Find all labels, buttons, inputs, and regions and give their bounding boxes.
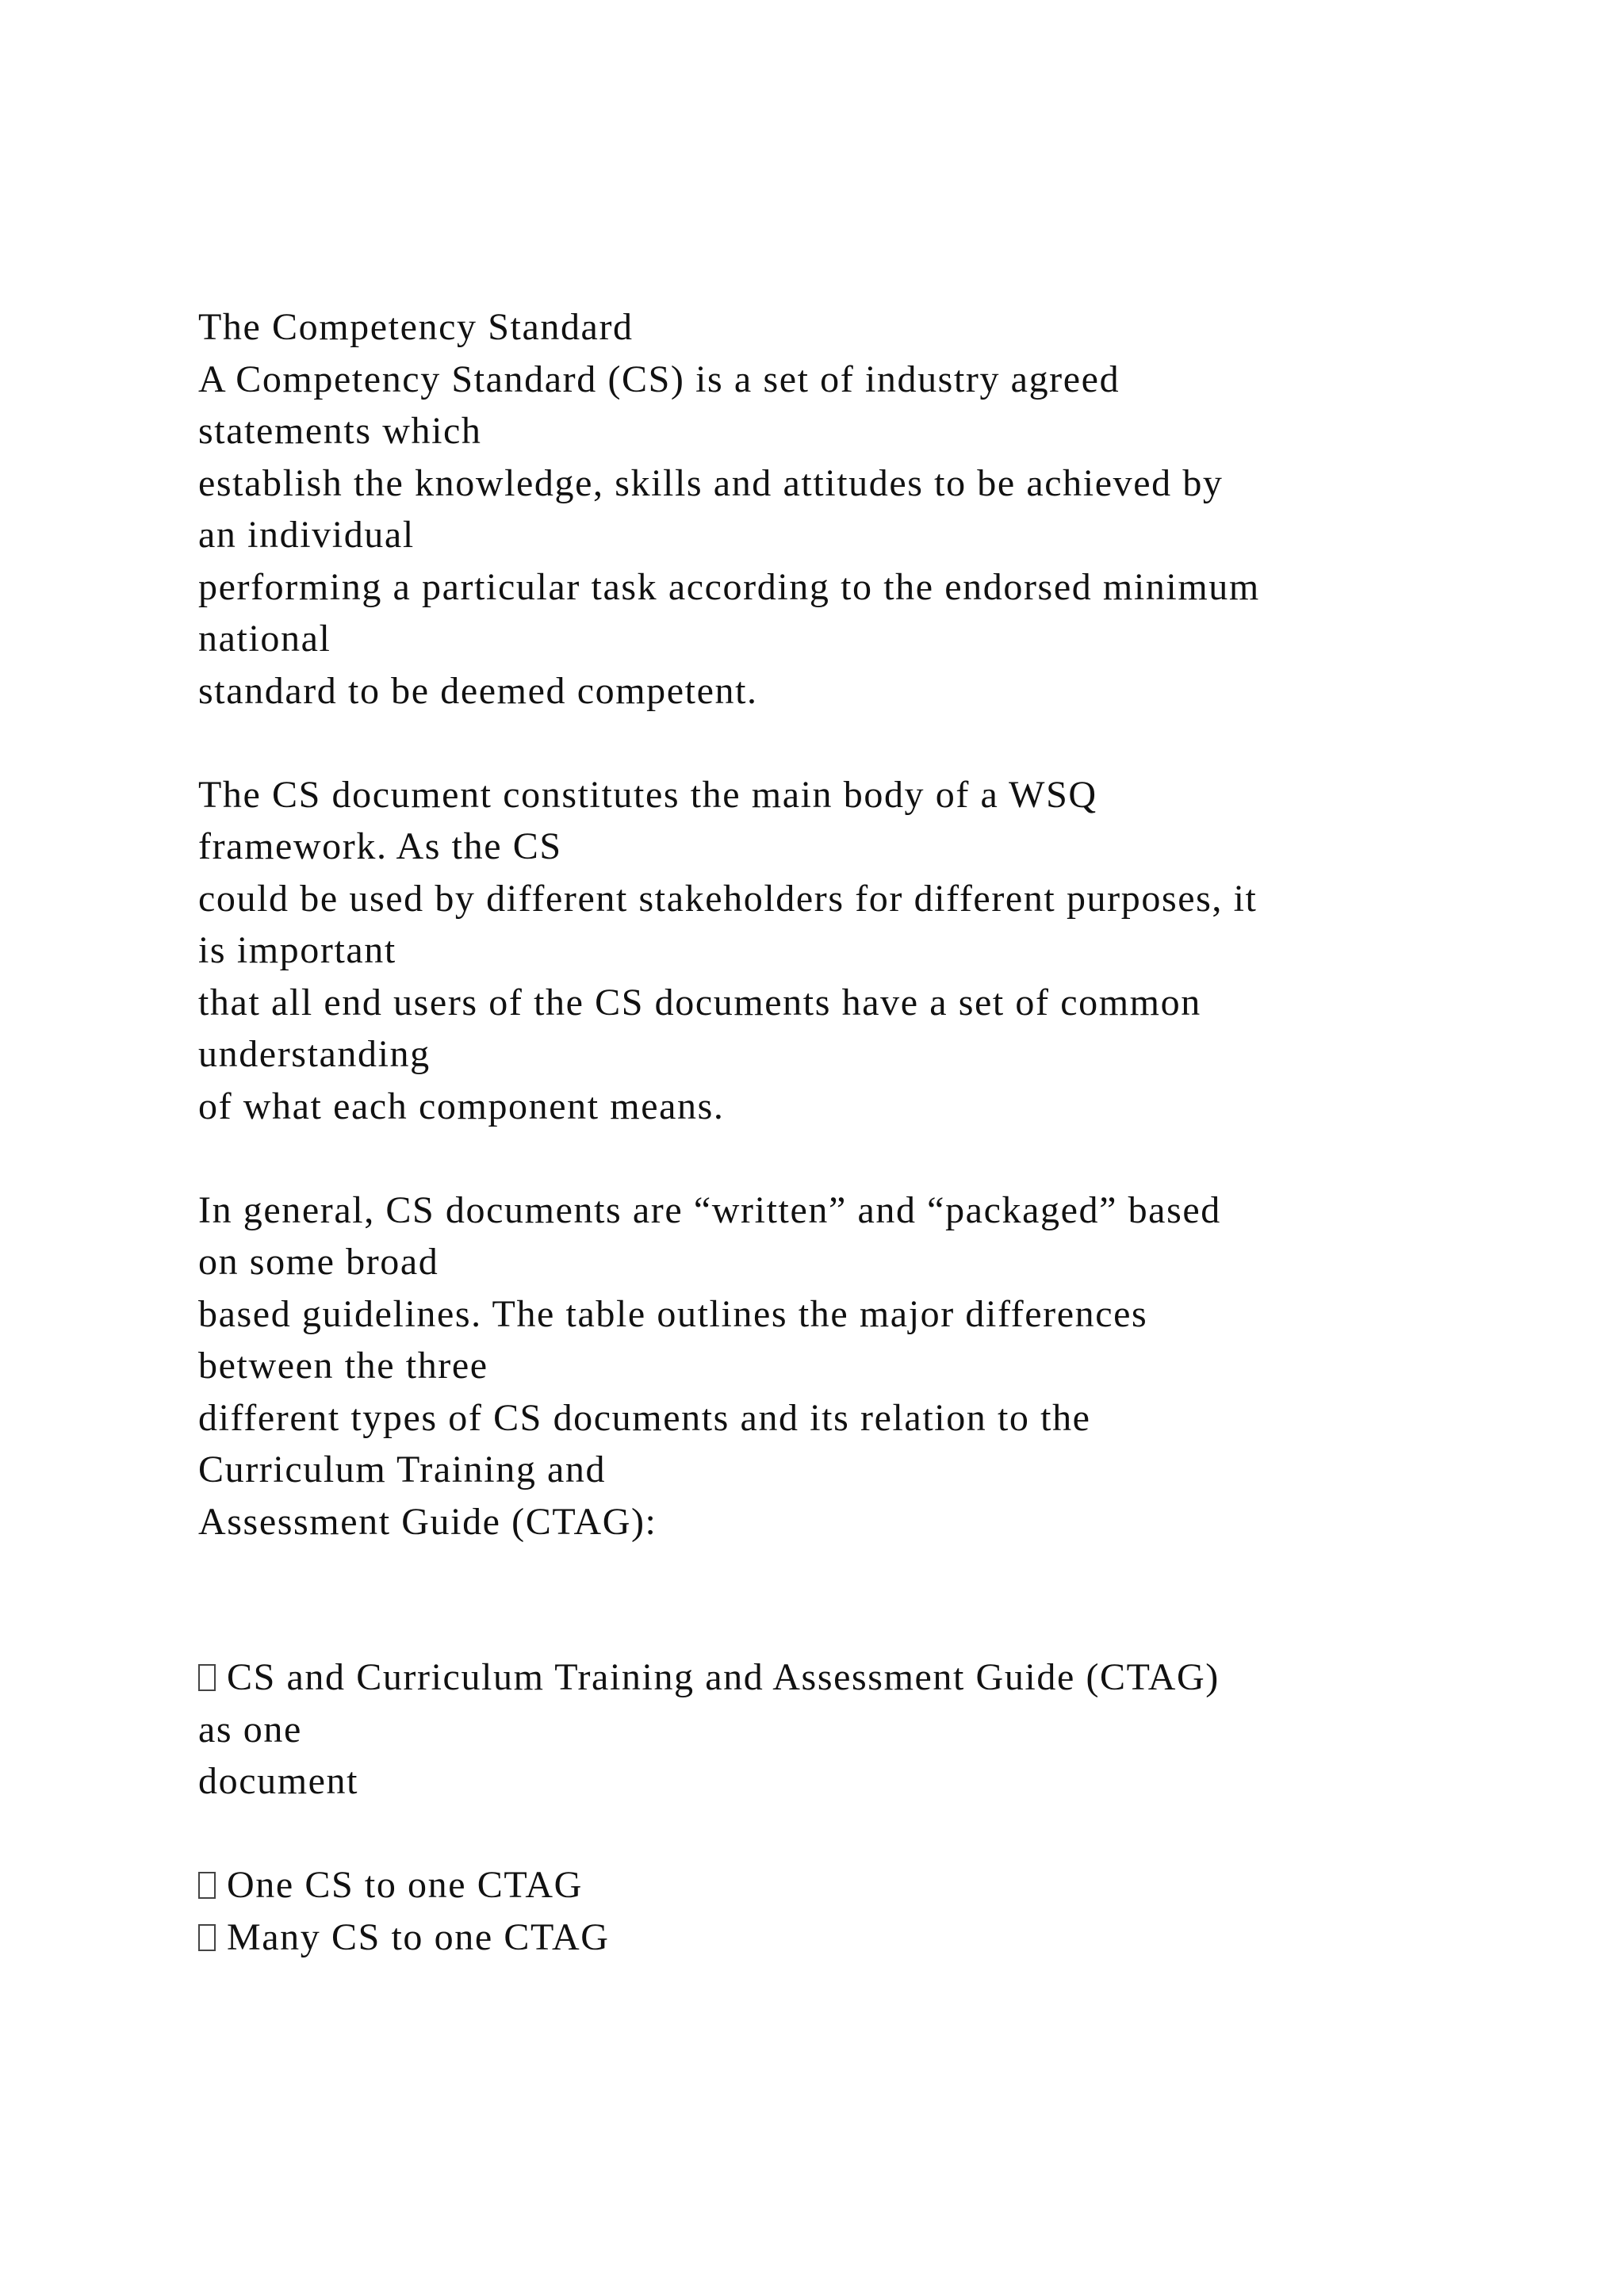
text-line: of what each component means. <box>198 1085 725 1127</box>
text-line: could be used by different stakeholders for different purposes, it <box>198 877 1258 920</box>
text-line: based guidelines. The table outlines the major differences <box>198 1292 1148 1335</box>
bullet-text: CS and Curriculum Training and Assessment Guide (CTAG) <box>227 1656 1220 1698</box>
bullet-item-many-cs-one-ctag <box>198 1911 1546 1964</box>
text-line: between the three <box>198 1345 488 1387</box>
paragraph-spacer <box>198 1132 1546 1184</box>
bullet-text: One CS to one CTAG <box>227 1864 583 1906</box>
text-line: as one <box>198 1708 302 1751</box>
text-line: that all end users of the CS documents have a set of common <box>198 981 1201 1024</box>
missing-glyph-box-icon <box>198 1664 216 1691</box>
paragraph-competency-definition <box>198 354 1546 718</box>
bullet-item-one-cs-one-ctag <box>198 1859 1546 1911</box>
document-title: The Competency Standard <box>198 306 634 348</box>
text-line: framework. As the CS <box>198 825 562 867</box>
text-line: an individual <box>198 514 415 556</box>
text-line: standard to be deemed competent. <box>198 669 758 712</box>
paragraph-cs-guidelines <box>198 1184 1546 1548</box>
text-line: In general, CS documents are “written” and “packaged” based <box>198 1188 1221 1231</box>
text-line: A Competency Standard (CS) is a set of industry agreed <box>198 358 1120 400</box>
text-line: establish the knowledge, skills and attitudes to be achieved by <box>198 461 1224 504</box>
missing-glyph-box-icon <box>198 1872 216 1899</box>
text-line: on some broad <box>198 1241 439 1283</box>
bullet-line <box>198 1911 1546 1964</box>
paragraph-spacer <box>198 1808 1546 1860</box>
text-line: understanding <box>198 1033 431 1075</box>
text-line: Curriculum Training and <box>198 1448 607 1490</box>
text-line: document <box>198 1760 359 1802</box>
text-line: different types of CS documents and its relation to the <box>198 1396 1091 1439</box>
bullet-line <box>198 1859 1546 1911</box>
document-body <box>198 301 1546 1963</box>
text-line: Assessment Guide (CTAG): <box>198 1500 657 1543</box>
paragraph-spacer <box>198 717 1546 769</box>
text-line: is important <box>198 929 396 971</box>
paragraph-spacer <box>198 1548 1546 1600</box>
paragraph-cs-document <box>198 769 1546 1133</box>
bullet-text: Many CS to one CTAG <box>227 1915 610 1958</box>
text-line: The CS document constitutes the main body of a WSQ <box>198 773 1097 816</box>
paragraph-spacer <box>198 1600 1546 1652</box>
bullet-item-cs-ctag-one-document <box>198 1651 1546 1808</box>
bullet-line <box>198 1651 1546 1704</box>
text-line: national <box>198 618 331 660</box>
text-line: performing a particular task according to the endorsed minimum <box>198 565 1260 608</box>
missing-glyph-box-icon <box>198 1924 216 1951</box>
text-line: statements which <box>198 410 482 452</box>
